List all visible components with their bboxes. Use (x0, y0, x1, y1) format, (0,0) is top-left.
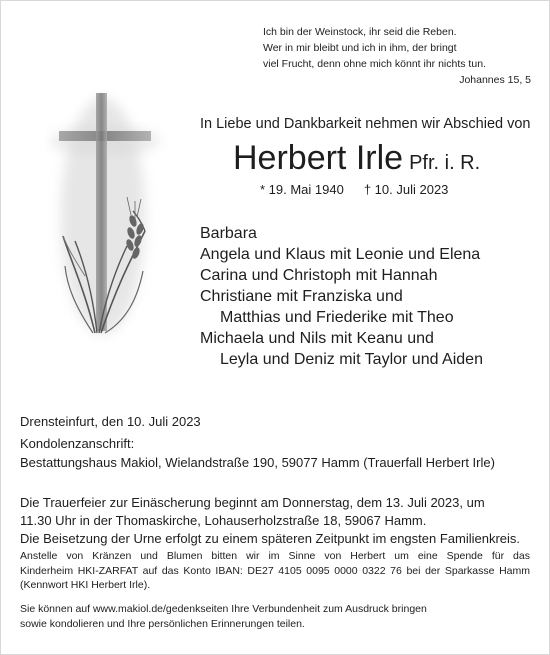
death-date: † 10. Juli 2023 (363, 182, 449, 197)
verse-reference: Johannes 15, 5 (459, 74, 531, 86)
deceased-name-line (233, 139, 480, 178)
online-condolence-note (20, 602, 427, 632)
deceased-title: Pfr. i. R. (409, 152, 481, 174)
donation-line: (Kennwort HKI Herbert Irle). (20, 579, 151, 591)
family-member: Christiane mit Franziska und (200, 288, 403, 305)
funeral-line: 11.30 Uhr in der Thomaskirche, Lohauserholzstraße 18, 59067 Hamm. (20, 513, 427, 528)
verse-line: Wer in mir bleibt und ich in ihm, der bringt (263, 42, 457, 54)
donation-line: Kinderheim HKI-ZARFAT auf das Konto IBAN: DE27 4105 0095 0000 0322 76 bei der Sparkasse Hamm (20, 564, 530, 577)
family-member: Leyla und Deniz mit Taylor und Aiden (220, 351, 483, 368)
life-dates (260, 182, 448, 197)
deceased-name: Herbert Irle (233, 139, 404, 177)
family-list (200, 223, 483, 370)
funeral-line: Die Trauerfeier zur Einäscherung beginnt am Donnerstag, dem 13. Juli 2023, um (20, 495, 485, 510)
family-member: Barbara (200, 225, 257, 242)
family-member: Carina und Christoph mit Hannah (200, 267, 438, 284)
intro-text: In Liebe und Dankbarkeit nehmen wir Abschied von (200, 116, 531, 132)
funeral-line: Die Beisetzung der Urne erfolgt zu einem späteren Zeitpunkt im engsten Familienkreis. (20, 531, 521, 546)
condolence-label: Kondolenzanschrift: (20, 436, 135, 451)
cross-with-wheat-icon (45, 71, 195, 361)
bible-verse (263, 24, 531, 88)
donation-line: Anstelle von Kränzen und Blumen bitten wir im Sinne von Herbert um eine Spende für das (20, 550, 530, 562)
family-member: Matthias und Friederike mit Theo (220, 309, 454, 326)
family-member: Michaela und Nils mit Keanu und (200, 330, 434, 347)
birth-date: * 19. Mai 1940 (260, 182, 344, 197)
place-and-date: Drensteinfurt, den 10. Juli 2023 (20, 414, 201, 429)
condolence-address (20, 434, 495, 472)
donation-request (20, 549, 530, 593)
online-line: Sie können auf www.makiol.de/gedenkseiten Ihre Verbundenheit zum Ausdruck bringen (20, 603, 427, 615)
verse-line: Ich bin der Weinstock, ihr seid die Reben. (263, 26, 457, 38)
verse-line: viel Frucht, denn ohne mich könnt ihr nichts tun. (263, 58, 486, 70)
condolence-address-text: Bestattungshaus Makiol, Wielandstraße 190, 59077 Hamm (Trauerfall Herbert Irle) (20, 455, 495, 470)
online-line: sowie kondolieren und Ihre persönlichen Erinnerungen teilen. (20, 618, 305, 630)
family-member: Angela und Klaus mit Leonie und Elena (200, 246, 481, 263)
funeral-info (20, 494, 536, 548)
